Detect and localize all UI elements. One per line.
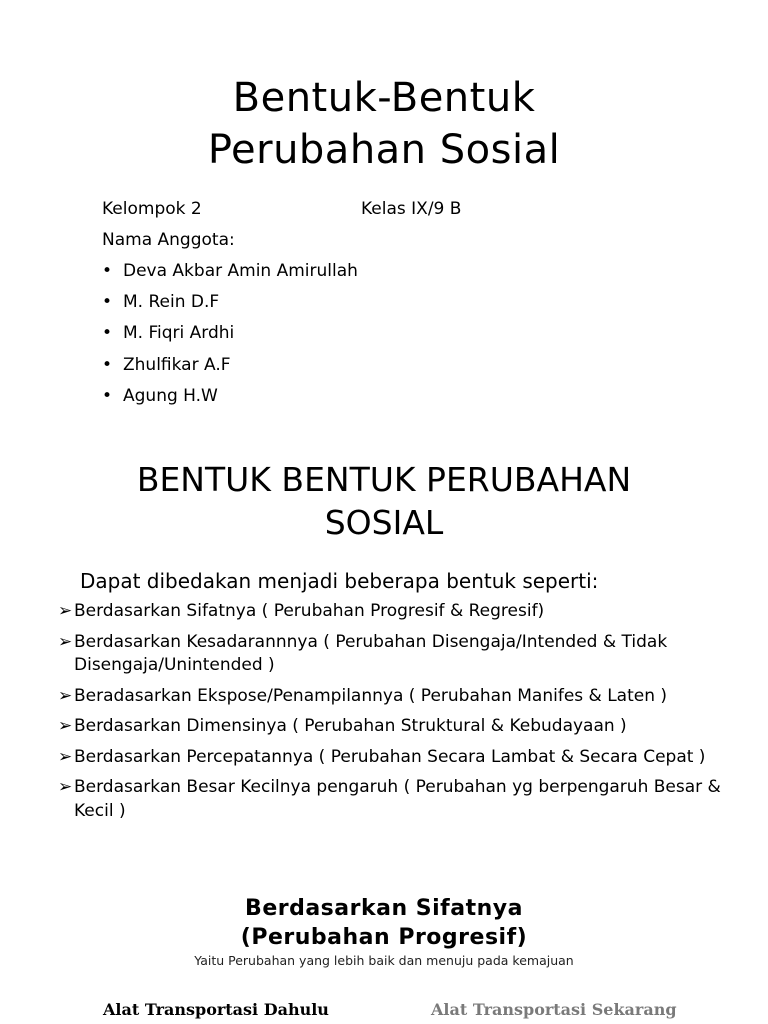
slide-1-title <box>0 72 768 176</box>
slide-3-subtitle: Yaitu Perubahan yang lebih baik dan menuju pada kemajuan <box>194 953 574 968</box>
list-item <box>58 631 738 678</box>
bullet-icon: • <box>102 261 113 281</box>
slide-1-title-line-1: Bentuk-Bentuk <box>232 75 536 121</box>
slide-2-title-line-1: BENTUK BENTUK PERUBAHAN <box>136 460 632 499</box>
member-name: M. Rein D.F <box>123 292 220 313</box>
member-item <box>102 260 358 291</box>
forms-list <box>58 600 738 830</box>
bullet-icon: • <box>102 385 113 406</box>
class-label: Kelas IX/9 B <box>361 199 462 219</box>
bullet-icon: • <box>102 323 113 344</box>
arrow-bullet-icon: ➢ <box>58 716 73 736</box>
arrow-bullet-icon: ➢ <box>58 601 73 621</box>
member-name: Deva Akbar Amin Amirullah <box>123 261 358 281</box>
list-item <box>58 746 738 770</box>
arrow-bullet-icon: ➢ <box>58 777 73 797</box>
list-item-text: Beradasarkan Ekspose/Penampilannya ( Perubahan Manifes & Laten ) <box>74 685 668 706</box>
member-name: Agung H.W <box>123 385 218 406</box>
list-item-text: Berdasarkan Besar Kecilnya pengaruh ( Perubahan yg berpengaruh Besar & Kecil ) <box>74 777 721 821</box>
member-item <box>102 354 358 385</box>
list-item <box>58 685 738 709</box>
list-item-text: Berdasarkan Kesadarannnya ( Perubahan Disengaja/Intended & Tidak Disengaja/Unintended ) <box>74 631 668 675</box>
bullet-icon: • <box>102 292 113 313</box>
members-heading: Nama Anggota: <box>102 230 235 250</box>
slide-1 <box>0 0 768 430</box>
arrow-bullet-icon: ➢ <box>58 631 73 652</box>
list-item-text: Berdasarkan Dimensinya ( Perubahan Struktural & Kebudayaan ) <box>74 716 627 736</box>
member-name: Zhulfikar A.F <box>123 354 231 375</box>
member-item <box>102 291 358 322</box>
slide-3-title-line-2: (Perubahan Progresif) <box>240 925 528 950</box>
member-item <box>102 322 358 353</box>
slide-3 <box>0 880 768 1024</box>
slide-2 <box>0 438 768 866</box>
past-transport-heading: Alat Transportasi Dahulu <box>103 1000 329 1019</box>
list-item-text: Berdasarkan Sifatnya ( Perubahan Progresif & Regresif) <box>74 601 545 621</box>
list-item-text: Berdasarkan Percepatannya ( Perubahan Secara Lambat & Secara Cepat ) <box>74 746 706 767</box>
slide-2-title <box>0 458 768 544</box>
arrow-bullet-icon: ➢ <box>58 746 73 767</box>
slide-1-title-line-2: Perubahan Sosial <box>207 127 561 173</box>
arrow-bullet-icon: ➢ <box>58 685 73 706</box>
group-label: Kelompok 2 <box>102 199 202 219</box>
slide-3-title-line-1: Berdasarkan Sifatnya <box>245 896 523 921</box>
present-transport-heading: Alat Transportasi Sekarang <box>431 1000 677 1019</box>
slide-2-title-line-2: SOSIAL <box>324 503 444 542</box>
members-list <box>102 260 358 416</box>
list-item <box>58 715 738 739</box>
member-item <box>102 385 358 416</box>
bullet-icon: • <box>102 354 113 375</box>
slide-2-intro: Dapat dibedakan menjadi beberapa bentuk seperti: <box>80 569 599 593</box>
member-name: M. Fiqri Ardhi <box>123 323 235 344</box>
list-item <box>58 776 738 823</box>
list-item <box>58 600 738 624</box>
slide-3-title <box>0 894 768 952</box>
